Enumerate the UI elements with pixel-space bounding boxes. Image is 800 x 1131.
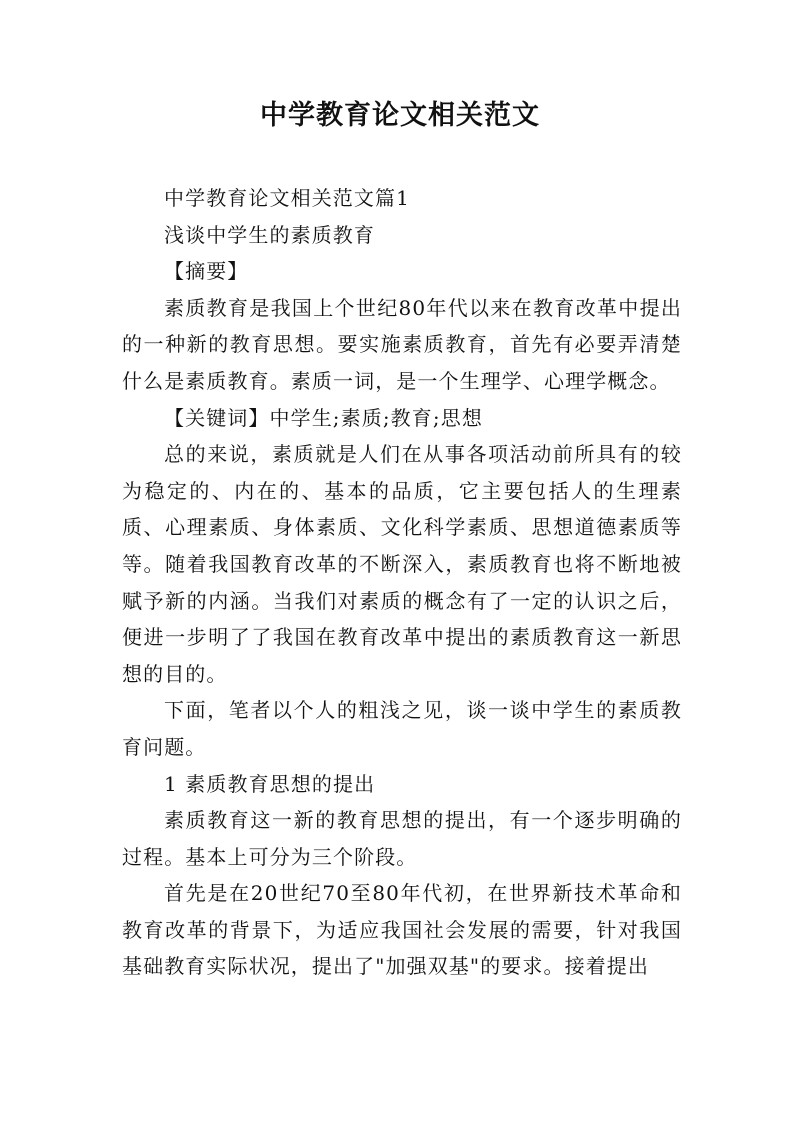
document-body [122,180,682,985]
article-title: 浅谈中学生的素质教育 [164,222,375,247]
keywords-line: 【关键词】中学生;素质;教育;思想 [164,405,483,430]
body-paragraph: 下面，笔者以个人的粗浅之见，谈一谈中学生的素质教育问题。 [122,698,682,759]
subsection-heading: 1 素质教育思想的提出 [164,771,376,796]
body-paragraph: 总的来说，素质就是人们在从事各项活动前所具有的较为稳定的、内在的、基本的品质，它主要包括人的生理素质、心理素质、身体素质、文化科学素质、思想道德素质等等。随着我国教育改革的不断深入，素质教育也将不断地被赋予新的内涵。当我们对素质的概念有了一定的认识之后，便进一步明了了我国在教育改革中提出的素质教育这一新思想的目的。 [122,442,682,686]
body-paragraph: 首先是在20世纪70至80年代初，在世界新技术革命和教育改革的背景下，为适应我国社会发展的需要，针对我国基础教育实际状况，提出了"加强双基"的要求。接着提出 [122,881,682,979]
section-heading: 中学教育论文相关范文篇1 [164,186,410,210]
document-title: 中学教育论文相关范文 [260,100,540,131]
body-paragraph: 素质教育这一新的教育思想的提出，有一个逐步明确的过程。基本上可分为三个阶段。 [122,808,682,869]
abstract-label: 【摘要】 [164,259,249,284]
abstract-paragraph: 素质教育是我国上个世纪80年代以来在教育改革中提出的一种新的教育思想。要实施素质教育，首先有必要弄清楚什么是素质教育。素质一词，是一个生理学、心理学概念。 [122,295,682,393]
